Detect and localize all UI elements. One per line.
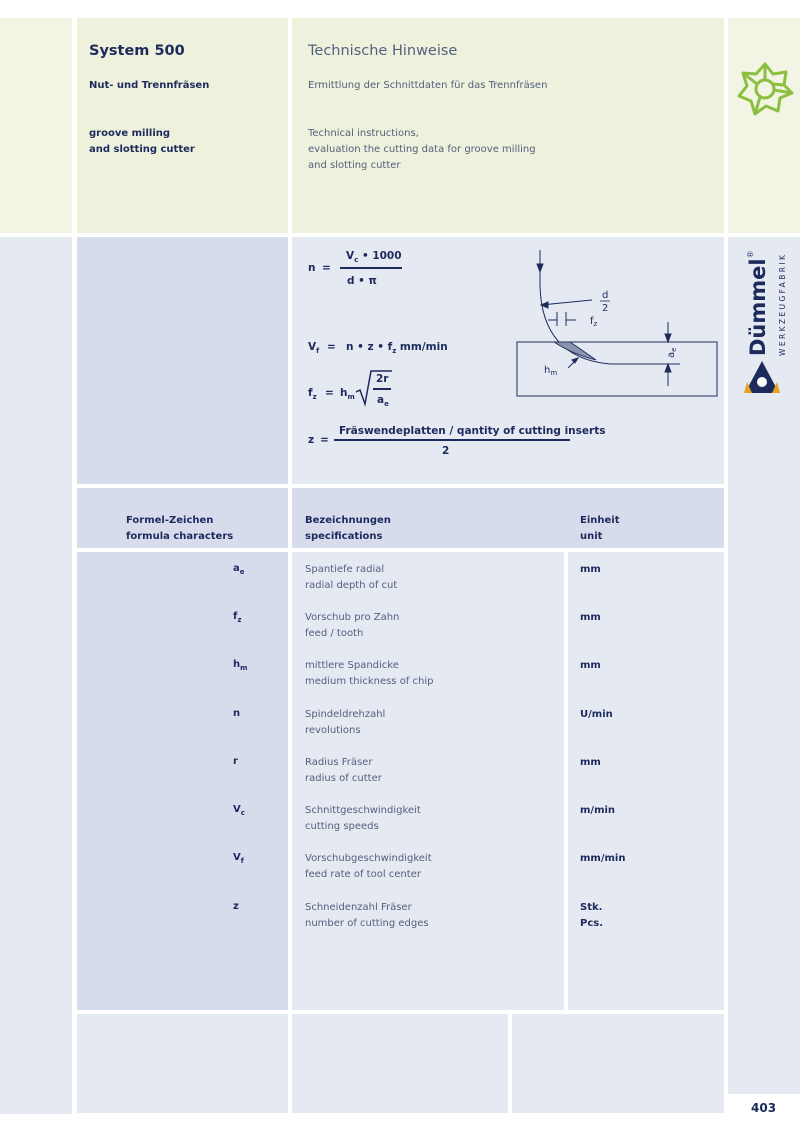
row-de: Schnittgeschwindigkeit xyxy=(305,805,421,816)
formula-z-eq: = xyxy=(320,434,329,446)
row-unit-2: Pcs. xyxy=(580,918,604,929)
row-en: revolutions xyxy=(305,725,361,736)
subtitle-en-1: groove milling xyxy=(89,128,171,139)
system-title: System 500 xyxy=(89,43,185,59)
row-symbol: z xyxy=(233,901,239,912)
row-symbol: $V_c$ xyxy=(233,804,245,817)
formula-fz-num: 2r xyxy=(376,373,389,385)
row-symbol: r xyxy=(233,756,238,767)
tech-en-1: Technical instructions, xyxy=(308,128,419,139)
diagram-two-label: 2 xyxy=(602,303,609,314)
formula-n-denominator: d • π xyxy=(347,275,377,287)
row-de: Spindeldrehzahl xyxy=(305,709,386,720)
row-en: number of cutting edges xyxy=(305,918,429,929)
col-spec-en: specifications xyxy=(305,531,383,542)
row-unit: mm/min xyxy=(580,853,626,864)
gear-logo-icon xyxy=(736,60,794,118)
row-en: medium thickness of chip xyxy=(305,676,434,687)
row-en: radius of cutter xyxy=(305,773,382,784)
formula-vf-eq: = xyxy=(327,341,336,353)
col-formula-de: Formel-Zeichen xyxy=(126,515,214,526)
row-symbol: n xyxy=(233,708,241,719)
row-unit: U/min xyxy=(580,709,613,720)
col-unit-en: unit xyxy=(580,531,603,542)
row-de: Vorschub pro Zahn xyxy=(305,612,400,623)
formula-left-panel xyxy=(77,237,288,484)
row-unit: mm xyxy=(580,660,601,671)
footer-panel-3 xyxy=(512,1014,724,1113)
col-spec-de: Bezeichnungen xyxy=(305,515,391,526)
row-symbol: $a_e$ xyxy=(233,563,245,576)
tech-en-2: evaluation the cutting data for groove milling xyxy=(308,144,536,155)
diagram-hm-label: $h_m$ xyxy=(544,365,558,377)
cutting-diagram xyxy=(510,246,724,406)
footer-panel-1 xyxy=(77,1014,288,1113)
formula-fz-hm: $h_m$ xyxy=(340,387,355,402)
diagram-ae-label: $a_e$ xyxy=(666,347,678,358)
formula-fz-lhs: $f_z$ xyxy=(308,387,317,402)
row-en: cutting speeds xyxy=(305,821,379,832)
formula-z-num: Fräswendeplatten / qantity of cutting inserts xyxy=(339,425,606,437)
right-margin-green xyxy=(728,18,800,233)
subtitle-right-de: Ermittlung der Schnittdaten für das Trennfräsen xyxy=(308,80,548,91)
formula-z-lhs: z xyxy=(308,434,315,446)
footer-panel-2 xyxy=(292,1014,508,1113)
row-symbol: $h_m$ xyxy=(233,659,248,672)
formula-n-bar xyxy=(340,267,402,269)
left-margin-blue xyxy=(0,237,72,1114)
brand-name: Dümmel xyxy=(746,258,770,356)
row-en: radial depth of cut xyxy=(305,580,398,591)
table-body-left xyxy=(77,552,288,1010)
row-de: Spantiefe radial xyxy=(305,564,385,575)
page-number: 403 xyxy=(751,1101,777,1115)
diagram-d-label: d xyxy=(602,290,609,301)
formula-fz-bar xyxy=(373,388,391,390)
row-de: mittlere Spandicke xyxy=(305,660,399,671)
subtitle-de: Nut- und Trennfräsen xyxy=(89,80,210,91)
tech-en-3: and slotting cutter xyxy=(308,160,401,171)
subtitle-en-2: and slotting cutter xyxy=(89,144,195,155)
col-formula-en: formula characters xyxy=(126,531,234,542)
formula-n-eq: = xyxy=(322,262,331,274)
formula-fz-den: $a_e$ xyxy=(377,394,389,409)
page-title: Technische Hinweise xyxy=(308,43,458,59)
col-unit-de: Einheit xyxy=(580,515,620,526)
formula-z-den: 2 xyxy=(442,445,450,457)
brand-reg: ® xyxy=(746,250,755,259)
row-unit: m/min xyxy=(580,805,616,816)
diagram-fz-label: $f_z$ xyxy=(590,316,598,328)
row-symbol: $V_f$ xyxy=(233,852,244,865)
row-unit: Stk. xyxy=(580,902,603,913)
row-unit: mm xyxy=(580,564,601,575)
row-de: Schneidenzahl Fräser xyxy=(305,902,412,913)
row-en: feed rate of tool center xyxy=(305,869,421,880)
formula-vf-lhs: $V_f$ xyxy=(308,341,320,356)
brand-insert-icon xyxy=(744,360,780,394)
formula-vf-rhs: n • z • $f_z$ mm/min xyxy=(346,341,448,356)
row-symbol: $f_z$ xyxy=(233,611,242,624)
formula-z-bar xyxy=(334,439,570,441)
left-margin-green xyxy=(0,18,72,233)
row-en: feed / tooth xyxy=(305,628,364,639)
row-de: Vorschubgeschwindigkeit xyxy=(305,853,432,864)
row-unit: mm xyxy=(580,612,601,623)
formula-fz-eq: = xyxy=(325,387,334,399)
brand-tagline: WERKZEUGFABRIK xyxy=(778,252,787,356)
formula-n-lhs: n xyxy=(308,262,316,274)
formula-n-numerator: $V_c$ • 1000 xyxy=(346,250,402,265)
row-unit: mm xyxy=(580,757,601,768)
row-de: Radius Fräser xyxy=(305,757,373,768)
